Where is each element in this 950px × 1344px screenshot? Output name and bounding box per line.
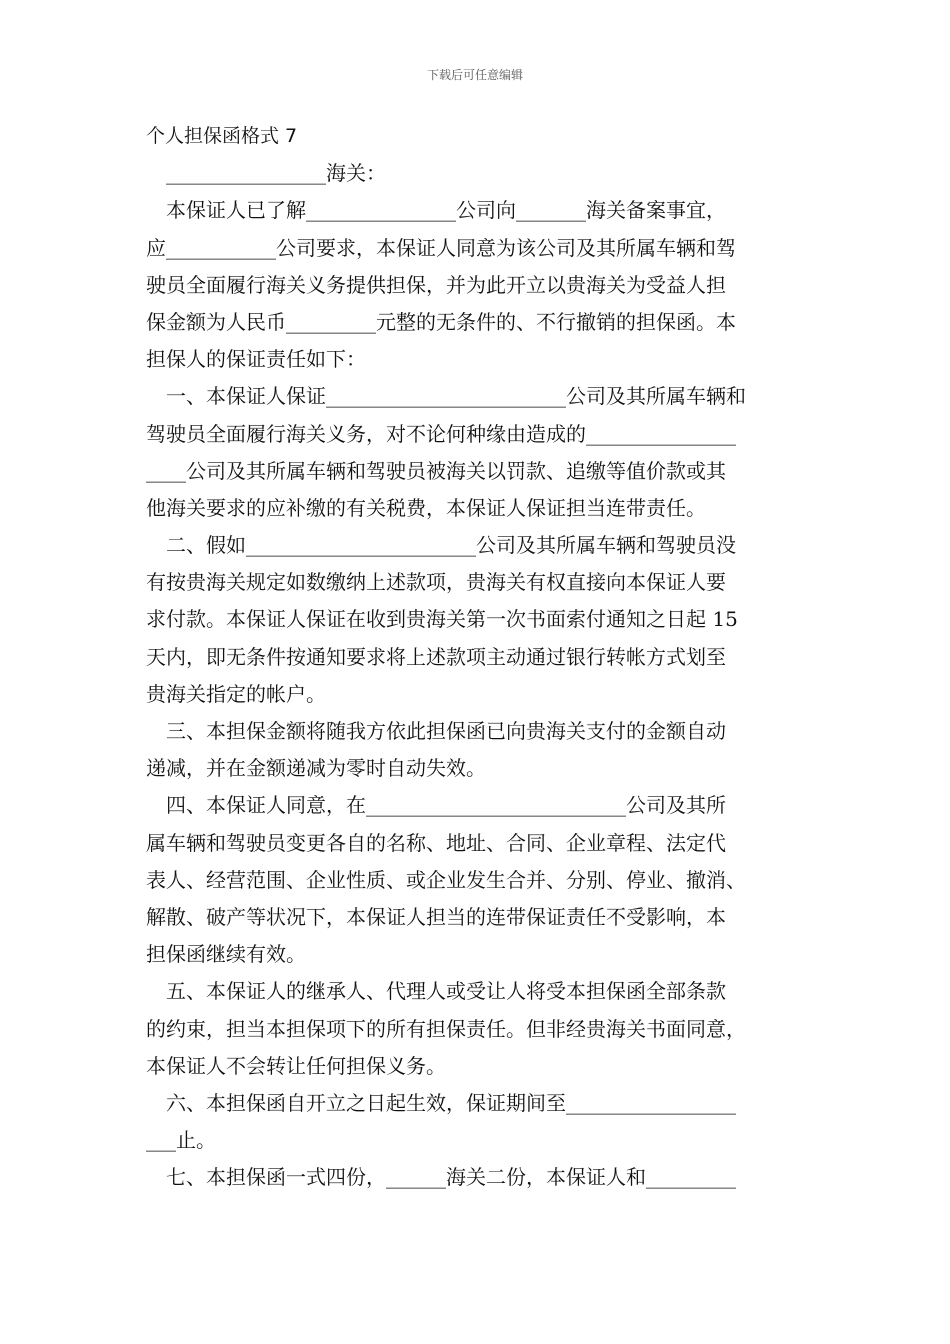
clause-6-line: ___止。 <box>146 1128 216 1153</box>
clause-5-line: 本保证人不会转让任何担保义务。 <box>146 1053 446 1078</box>
clause-5-line: 的约束，担当本担保项下的所有担保责任。但非经贵海关书面同意， <box>146 1016 746 1041</box>
body-line: 担保人的保证责任如下： <box>146 347 366 372</box>
clause-1-line: 驾驶员全面履行海关义务，对不论何种缘由造成的_______________ <box>146 421 736 446</box>
clause-5-line: 五、本保证人的继承人、代理人或受让人将受本担保函全部条款 <box>146 979 726 1004</box>
body-line: 驶员全面履行海关义务提供担保，并为此开立以贵海关为受益人担 <box>146 272 726 297</box>
body-line: 应___________公司要求，本保证人同意为该公司及其所属车辆和驾 <box>146 235 736 260</box>
clause-2-line: 贵海关指定的帐户。 <box>146 681 326 706</box>
body-line: 保金额为人民币_________元整的无条件的、不行撤销的担保函。本 <box>146 309 736 334</box>
clause-3-line: 三、本担保金额将随我方依此担保函已向贵海关支付的金额自动 <box>146 719 726 743</box>
addressee-line: ________________海关： <box>146 161 386 186</box>
clause-2-line: 二、假如_______________________公司及其所属车辆和驾驶员没 <box>146 533 736 558</box>
clause-3-line: 递减，并在金额递减为零时自动失效。 <box>146 756 486 781</box>
body-line: 本保证人已了解_______________公司向_______海关备案事宜， <box>146 198 726 223</box>
clause-4-line: 解散、破产等状况下，本保证人担当的连带保证责任不受影响，本 <box>146 904 726 929</box>
document-body <box>146 118 808 1196</box>
clause-4-line: 表人、经营范围、企业性质、或企业发生合并、分别、停业、撤消、 <box>146 867 746 892</box>
clause-1-line: 一、本保证人保证________________________公司及其所属车辆和 <box>146 384 746 409</box>
page-header: 下载后可任意编辑 <box>426 68 523 82</box>
clause-2-line: 有按贵海关规定如数缴纳上述款项，贵海关有权直接向本保证人要 <box>146 570 726 595</box>
clause-1-line: 他海关要求的应补缴的有关税费，本保证人保证担当连带责任。 <box>146 495 706 520</box>
document-title: 个人担保函格式 7 <box>146 125 298 147</box>
clause-1-line: ____公司及其所属车辆和驾驶员被海关以罚款、追缴等值价款或其 <box>146 458 726 483</box>
clause-6-line: 六、本担保函自开立之日起生效，保证期间至_________________ <box>146 1090 736 1115</box>
clause-4-line: 四、本保证人同意，在__________________________公司及其所 <box>146 793 726 818</box>
clause-4-line: 属车辆和驾驶员变更各自的名称、地址、合同、企业章程、法定代 <box>146 830 726 855</box>
clause-7-line: 七、本担保函一式四份，______海关二份，本保证人和_________ <box>146 1165 736 1190</box>
clause-2-line: 天内，即无条件按通知要求将上述款项主动通过银行转帐方式划至 <box>146 644 726 669</box>
clause-4-line: 担保函继续有效。 <box>146 942 306 967</box>
clause-2-line: 求付款。本保证人保证在收到贵海关第一次书面索付通知之日起 15 <box>146 607 738 632</box>
